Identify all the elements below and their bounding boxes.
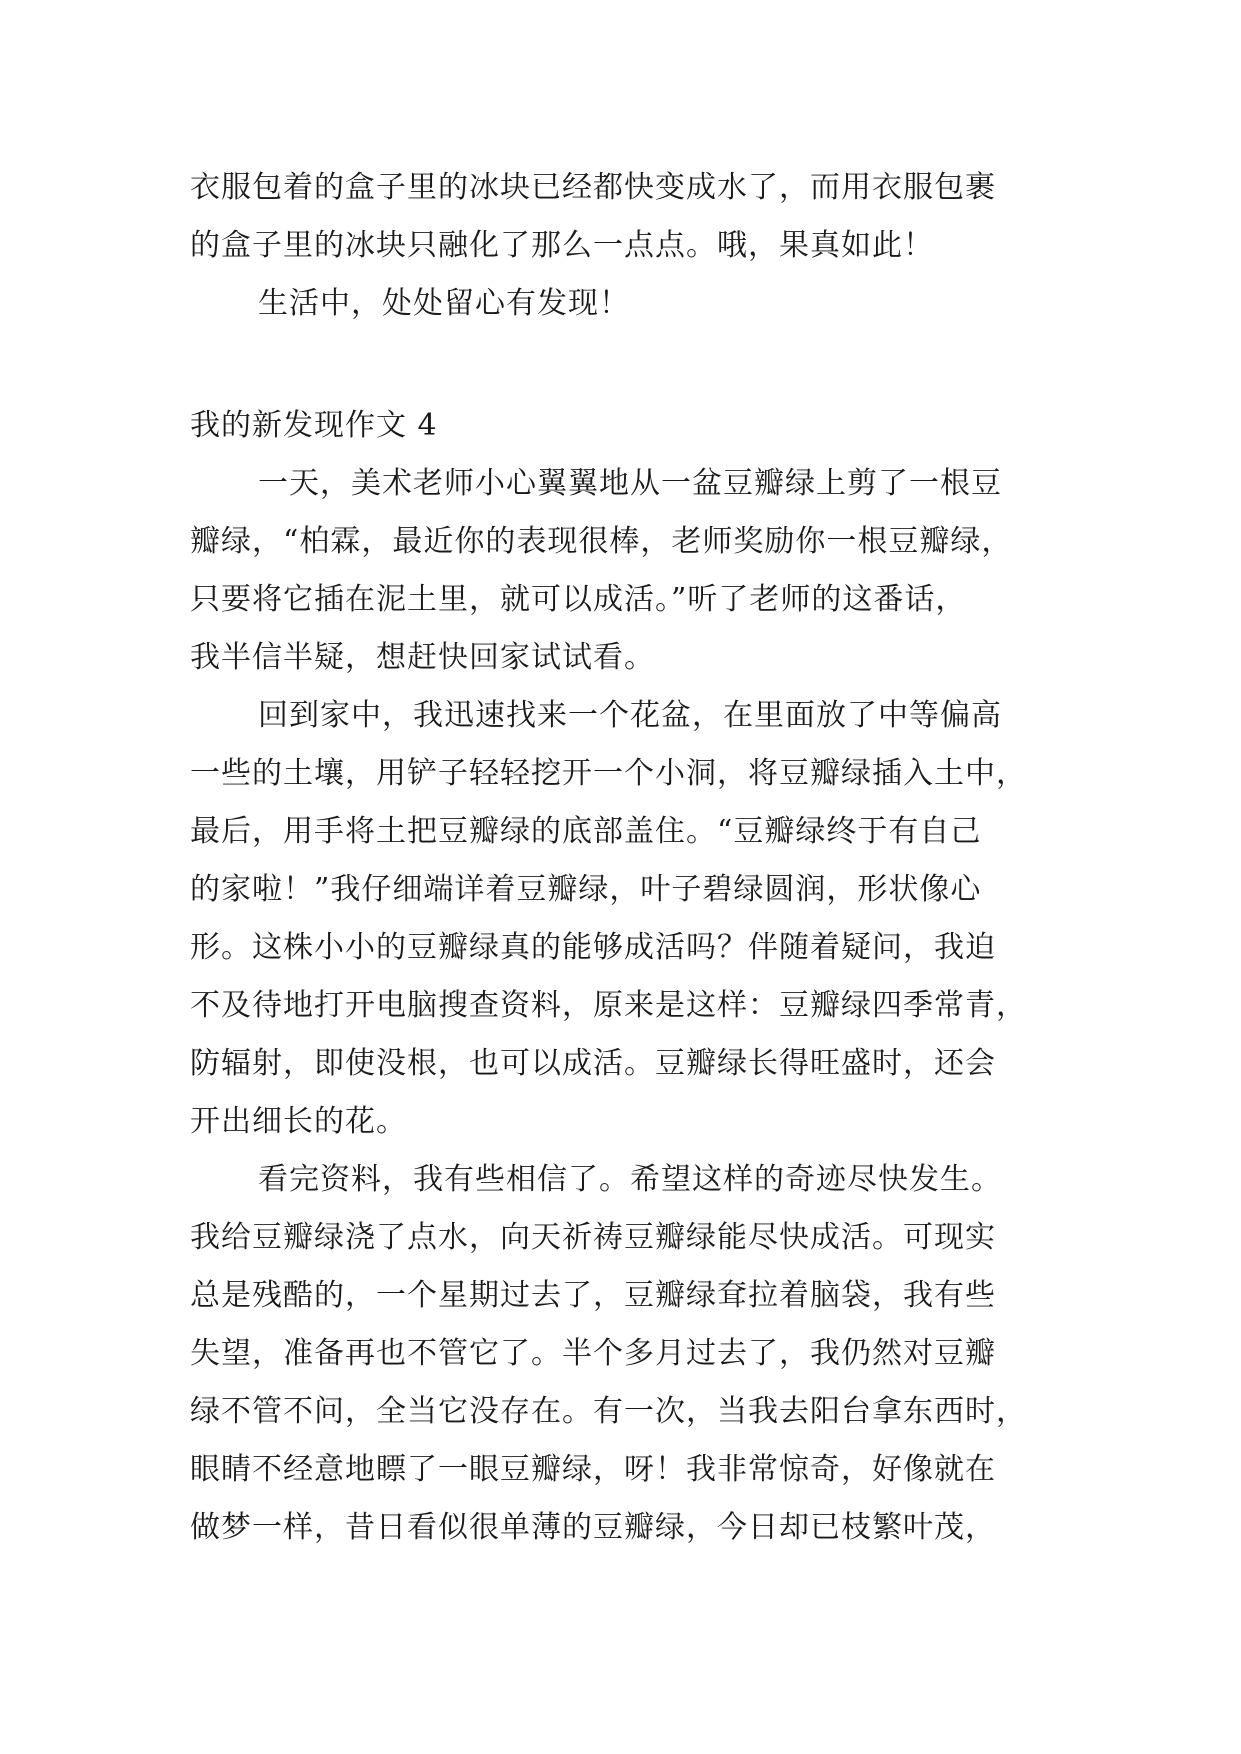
text-line: 最后，用手将土把豆瓣绿的底部盖住。“豆瓣绿终于有自己 [190,814,982,849]
paragraph-3 [190,1151,1050,1557]
text-line: 我给豆瓣绿浇了点水，向天祈祷豆瓣绿能尽快成活。可现实 [190,1220,996,1255]
text-line: 我半信半疑，想赶快回家试试看。 [190,640,655,675]
text-line: 绿不管不问，全当它没存在。有一次，当我去阳台拿东西时， [190,1394,1027,1429]
text-line: 防辐射，即使没根，也可以成活。豆瓣绿长得旺盛时，还会 [190,1046,996,1081]
closing-line: 生活中，处处留心有发现！ [258,286,630,321]
text-line: 一天，美术老师小心翼翼地从一盆豆瓣绿上剪了一根豆 [258,466,1002,501]
text-line: 失望，准备再也不管它了。半个多月过去了，我仍然对豆瓣 [190,1336,996,1371]
paragraph-2 [190,687,1050,1151]
text-line: 只要将它插在泥土里，就可以成活。”听了老师的这番话， [190,582,967,617]
text-line: 瓣绿，“柏霖，最近你的表现很棒，老师奖励你一根豆瓣绿， [190,524,1013,559]
text-line: 总是残酷的，一个星期过去了，豆瓣绿耷拉着脑袋，我有些 [190,1278,996,1313]
text-line: 看完资料，我有些相信了。希望这样的奇迹尽快发生。 [258,1162,1002,1197]
text-line: 衣服包着的盒子里的冰块已经都快变成水了，而用衣服包裹 [190,170,996,205]
text-line: 回到家中，我迅速找来一个花盆，在里面放了中等偏高 [258,698,1002,733]
text-line: 开出细长的花。 [190,1104,407,1139]
previous-essay-ending [190,159,1050,333]
text-line: 的盒子里的冰块只融化了那么一点点。哦，果真如此！ [190,228,934,263]
essay-title: 我的新发现作文 4 [190,408,438,443]
text-line: 一些的土壤，用铲子轻轻挖开一个小洞，将豆瓣绿插入土中， [190,756,1027,791]
paragraph-1 [190,455,1050,687]
text-line: 的家啦！”我仔细端详着豆瓣绿，叶子碧绿圆润，形状像心 [190,872,982,907]
text-line: 做梦一样，昔日看似很单薄的豆瓣绿，今日却已枝繁叶茂， [190,1510,996,1545]
text-line: 眼睛不经意地瞟了一眼豆瓣绿，呀！我非常惊奇，好像就在 [190,1452,996,1487]
essay-4 [190,397,1050,1557]
text-line: 不及待地打开电脑搜查资料，原来是这样：豆瓣绿四季常青， [190,988,1027,1023]
text-line: 形。这株小小的豆瓣绿真的能够成活吗？伴随着疑问，我迫 [190,930,996,965]
